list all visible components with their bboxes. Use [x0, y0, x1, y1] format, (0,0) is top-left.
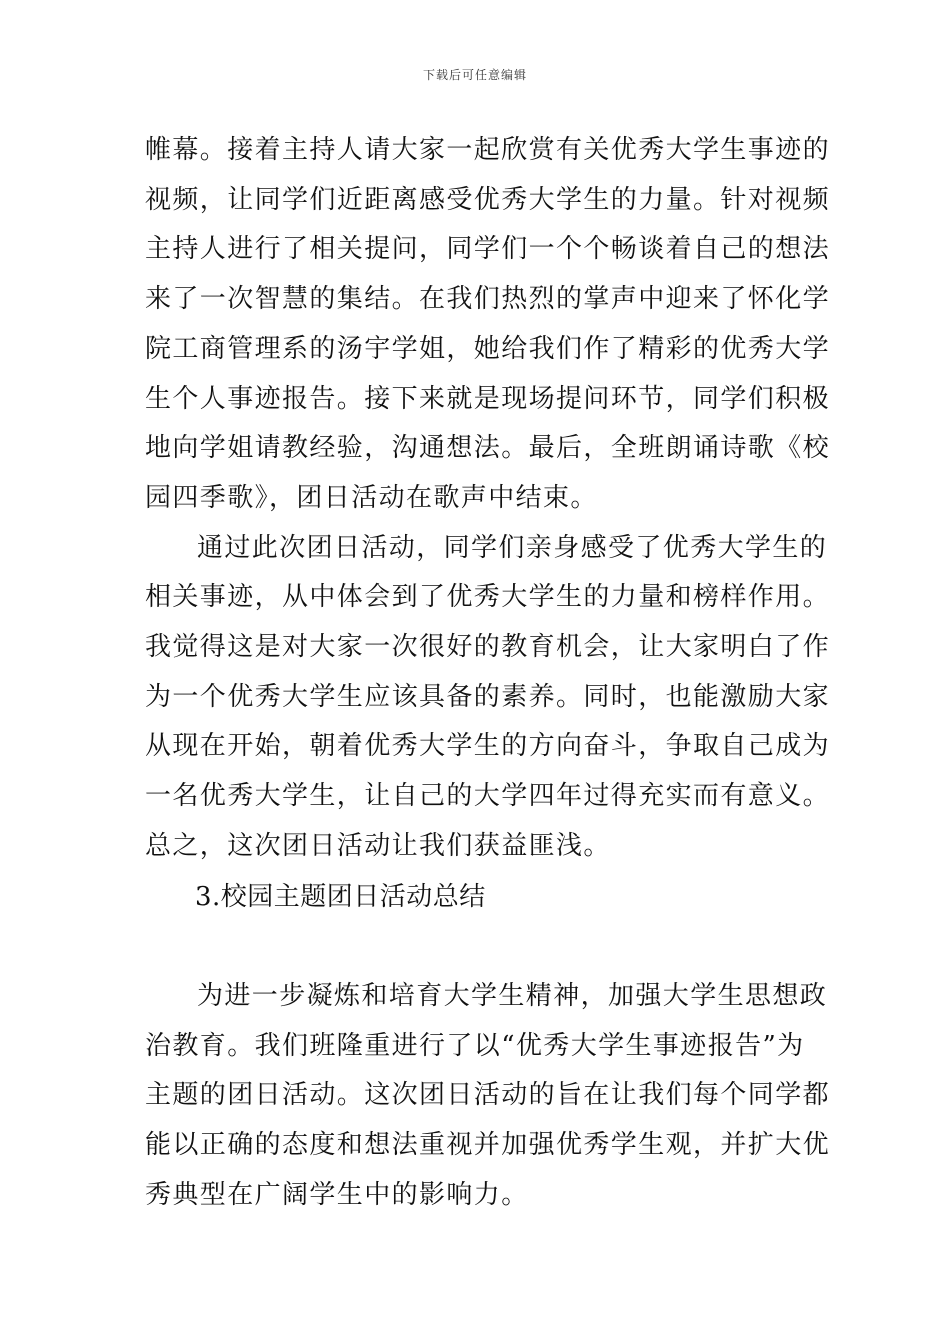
paragraph-line: 生个人事迹报告。接下来就是现场提问环节，同学们积极: [145, 384, 831, 414]
paragraph-line: 能以正确的态度和想法重视并加强优秀学生观，并扩大优: [145, 1130, 831, 1160]
section-heading: 3.校园主题团日活动总结: [195, 882, 486, 912]
paragraph-line: 院工商管理系的汤宇学姐，她给我们作了精彩的优秀大学: [145, 334, 831, 364]
paragraph-line: 地向学姐请教经验，沟通想法。最后，全班朗诵诗歌《校: [145, 433, 831, 463]
paragraph-line: 来了一次智慧的集结。在我们热烈的掌声中迎来了怀化学: [145, 284, 831, 314]
paragraph-line: 相关事迹，从中体会到了优秀大学生的力量和榜样作用。: [145, 582, 831, 612]
paragraph-line-indented: 为进一步凝炼和培育大学生精神，加强大学生思想政: [197, 981, 828, 1011]
paragraph-line-indented: 通过此次团日活动，同学们亲身感受了优秀大学生的: [197, 533, 828, 563]
paragraph-line: 一名优秀大学生，让自己的大学四年过得充实而有意义。: [145, 781, 831, 811]
paragraph-line: 我觉得这是对大家一次很好的教育机会，让大家明白了作: [145, 632, 831, 662]
paragraph-line: 为一个优秀大学生应该具备的素养。同时，也能激励大家: [145, 682, 831, 712]
paragraph-line: 总之，这次团日活动让我们获益匪浅。: [145, 831, 611, 861]
header-note: 下载后可任意编辑: [422, 68, 527, 82]
paragraph-line: 帷幕。接着主持人请大家一起欣赏有关优秀大学生事迹的: [145, 135, 831, 165]
paragraph-line: 从现在开始，朝着优秀大学生的方向奋斗，争取自己成为: [145, 731, 831, 761]
paragraph-line: 园四季歌》，团日活动在歌声中结束。: [145, 483, 598, 513]
paragraph-line: 视频，让同学们近距离感受优秀大学生的力量。针对视频: [145, 185, 831, 215]
paragraph-line: 主题的团日活动。这次团日活动的旨在让我们每个同学都: [145, 1080, 831, 1110]
paragraph-line: 秀典型在广阔学生中的影响力。: [145, 1180, 529, 1210]
paragraph-line: 主持人进行了相关提问，同学们一个个畅谈着自己的想法: [145, 234, 831, 264]
paragraph-line: 治教育。我们班隆重进行了以“优秀大学生事迹报告”为: [145, 1031, 805, 1061]
